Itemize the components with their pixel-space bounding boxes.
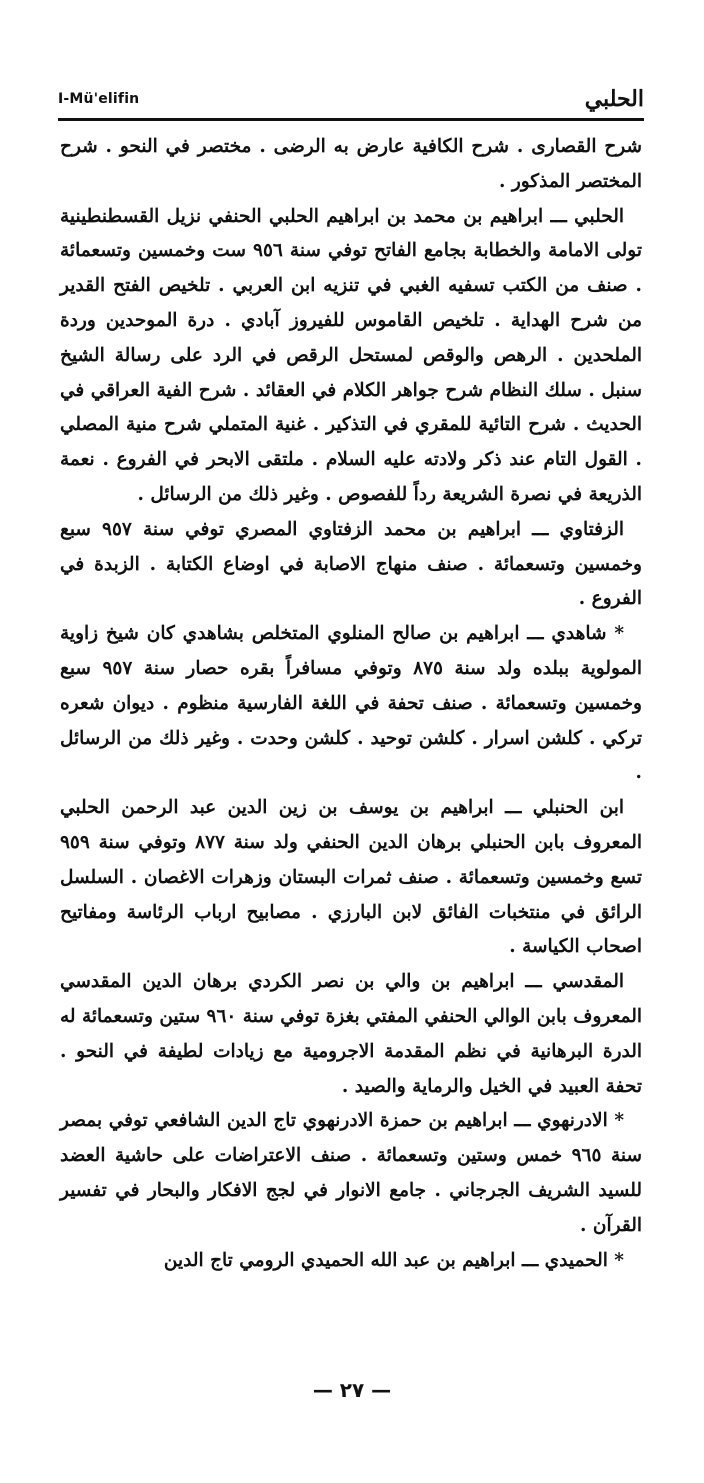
entry-paragraph: ابن الحنبلي ـــ ابراهيم بن يوسف بن زين الدين عبد الرحمن الحلبي المعروف بابن الحنبلي برهان الدين الحنفي ولد سنة ٨٧٧ وتوفي سنة ٩٥٩ تسع وخمسين وتسعمائة . صنف ثمرات البستان وزهرات الاغصان . السلسل الرائق في منتخبات الفائق لابن البارزي . مصابيح ارباب الرئاسة ومفاتيح اصحاب الكياسة . bbox=[60, 797, 642, 958]
entry-paragraph: * شاهدي ـــ ابراهيم بن صالح المنلوي المتخلص بشاهدي كان شيخ زاوية المولوية ببلده ولد سنة ٨٧٥ وتوفي مسافراً بقره حصار سنة ٩٥٧ سبع وخمسين وتسعمائة . صنف تحفة في اللغة الفارسية منظوم . ديوان شعره تركي . كلشن اسرار . كلشن توحيد . كلشن وحدت . وغير ذلك من الرسائل . bbox=[60, 623, 642, 784]
entry-paragraph: الحلبي ـــ ابراهيم بن محمد بن ابراهيم الحلبي الحنفي نزيل القسطنطينية تولى الامامة والخطابة بجامع الفاتح توفي سنة ٩٥٦ ست وخمسين وتسعمائة . صنف من الكتب تسفيه الغبي في تنزيه ابن العربي . تلخيص الفتح القدير من شرح الهداية . تلخيص القاموس للفيروز آبادي . درة الموحدين وردة الملحدين . الرهص والوقص لمستحل الرقص في الرد على رسالة الشيخ سنبل . سلك النظام شرح جواهر الكلام في العقائد . شرح الفية العراقي في الحديث . شرح التائية للمقري في التذكير . غنية المتملي شرح منية المصلي . القول التام عند ذكر ولادته عليه السلام . ملتقى الابحر في الفروع . نعمة الذريعة في نصرة الشريعة رداً للفصوص . وغير ذلك من الرسائل . bbox=[60, 205, 643, 505]
entry-paragraph: المقدسي ـــ ابراهيم بن والي بن نصر الكردي برهان الدين المقدسي المعروف بابن الوالي الحنفي المفتي بغزة توفي سنة ٩٦٠ ستين وتسعمائة له الدرة البرهانية في نظم المقدمة الاجرومية مع زيادات لطيفة في النحو . تحفة العبيد في الخيل والرماية والصيد . bbox=[59, 971, 642, 1097]
entry-paragraph: الزفتاوي ـــ ابراهيم بن محمد الزفتاوي المصري توفي سنة ٩٥٧ سبع وخمسين وتسعمائة . صنف منهاج الاصابة في اوضاع الكتابة . الزبدة في الفروع . bbox=[60, 518, 642, 610]
entry-paragraph: * الادرنهوي ـــ ابراهيم بن حمزة الادرنهوي تاج الدين الشافعي توفي بمصر سنة ٩٦٥ خمس وستين وتسعمائة . صنف الاعتراضات على حاشية العضد للسيد الشريف الجرجاني . جامع الانوار في لجج الافكار والبحار في تفسير القرآن . bbox=[60, 1110, 642, 1236]
header-rule bbox=[58, 118, 644, 121]
running-header bbox=[58, 84, 644, 114]
page-number: — ٢٧ — bbox=[312, 1378, 392, 1402]
page-body bbox=[60, 130, 642, 1278]
entry-paragraph: * الحميدي ـــ ابراهيم بن عبد الله الحميدي الرومي تاج الدين bbox=[163, 1249, 624, 1271]
header-left-title: I-Mü'elifin bbox=[58, 91, 140, 107]
entry-paragraph: شرح القصارى . شرح الكافية عارض به الرضى . مختصر في النحو . شرح المختصر المذكور . bbox=[60, 136, 642, 192]
header-right-title: الحلبي bbox=[584, 86, 644, 112]
